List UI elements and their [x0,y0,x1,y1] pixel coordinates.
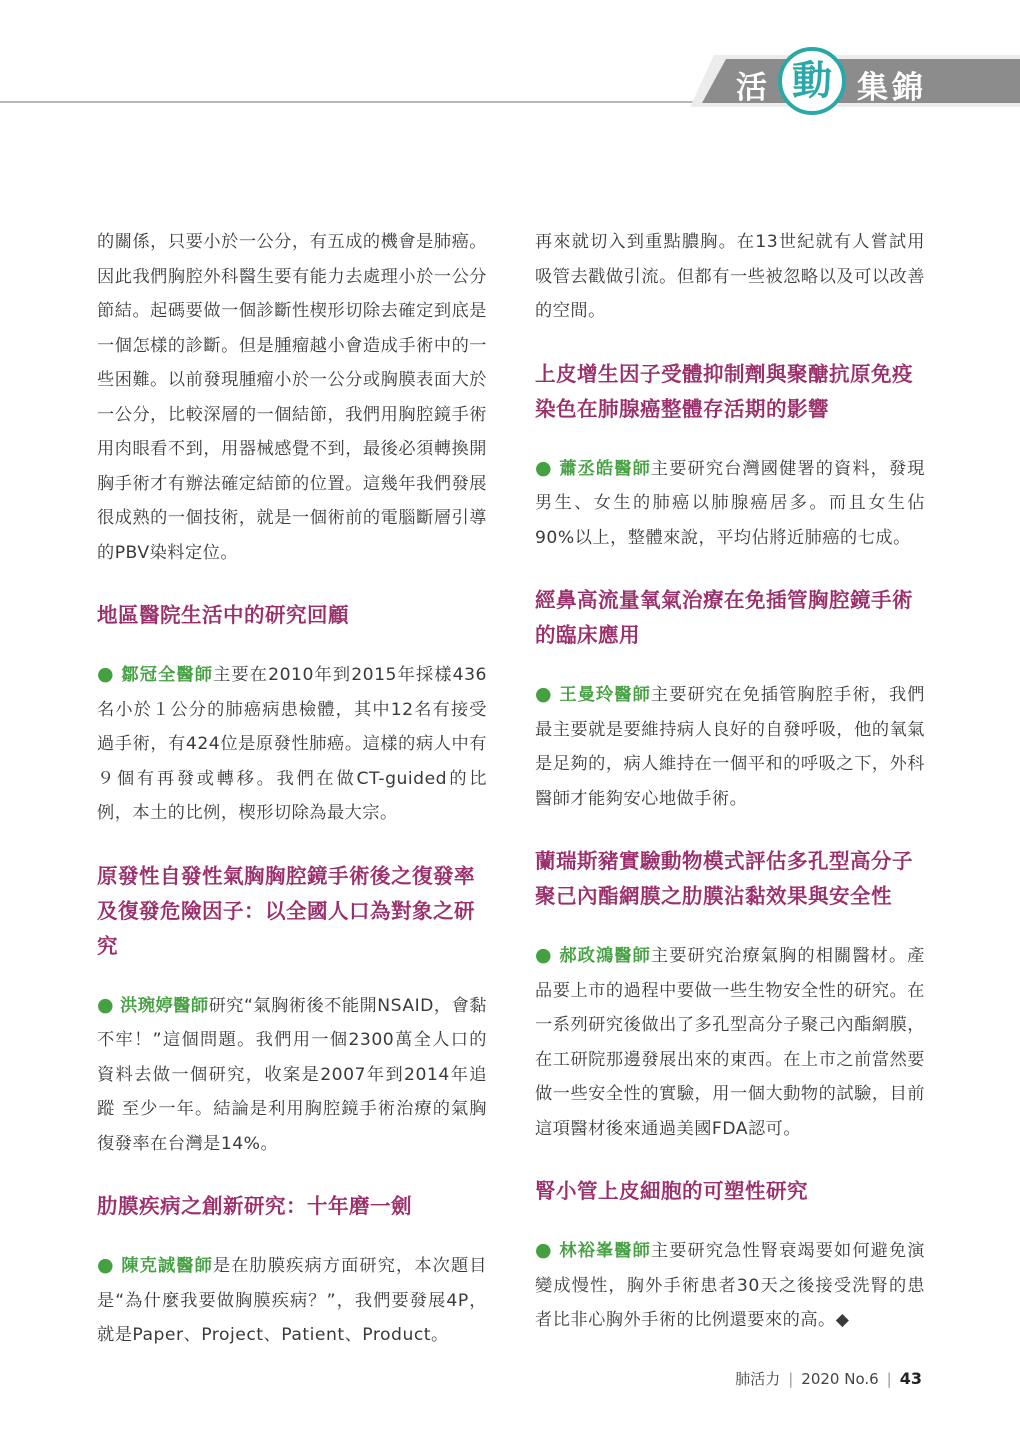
paragraph-text: 研究“氣胸術後不能開NSAID，會黏不牢！”這個問題。我們用一個2300萬全人口的資料去做一個研究，收案是2007年到2014年追蹤 至少一年。結論是利用胸腔鏡手術治療的氣胸復發率在台灣是14%。 [97,995,487,1154]
paragraph [535,451,925,556]
paragraph [97,1248,487,1353]
bullet-dot: ● [535,683,553,705]
section-heading: 經鼻高流量氧氣治療在免插管胸腔鏡手術的臨床應用 [535,588,913,647]
bullet-dot: ● [535,1239,553,1261]
paragraph [97,988,487,1162]
doctor-name: 郝政鴻醫師 [559,946,651,966]
paragraph-text: 主要研究急性腎衰竭要如何避免演變成慢性，胸外手術患者30天之後接受洗腎的患者比非心胸外手術的比例還要來的高。◆ [535,1241,925,1330]
section-heading: 蘭瑞斯豬實驗動物模式評估多孔型高分子聚己內酯網膜之肋膜沾黏效果與安全性 [535,849,913,908]
section-heading: 上皮增生因子受體抑制劑與聚醣抗原免疫染色在肺腺癌整體存活期的影響 [535,361,913,421]
left-column [97,225,487,1353]
header-char-3: 集錦 [857,70,927,106]
paragraph [535,938,925,1146]
bullet-dot: ● [97,993,115,1016]
footer-separator: | [886,1370,892,1388]
footer-separator: | [788,1370,794,1388]
doctor-name: 洪琬婷醫師 [120,995,209,1016]
section-heading: 原發性自發性氣胸胸腔鏡手術後之復發率及復發危險因子：以全國人口為對象之研究 [97,863,475,958]
header-char-1: 活 [736,70,769,106]
paragraph-text: 主要研究台灣國健署的資料，發現男生、女生的肺癌以肺腺癌居多。而且女生佔90%以上，整體來說，平均佔將近肺癌的七成。 [535,458,925,548]
paragraph-text: 主要在2010年到2015年採樣436名小於１公分的肺癌病患檢體，其中12名有接受過手術，有424位是原發性肺癌。這樣的病人中有９個有再發或轉移。我們在做CT-guided的比例，本土的比例，楔形切除為最大宗。 [97,665,487,823]
paragraph-text: 主要研究治療氣胸的相關醫材。產品要上市的過程中要做一些生物安全性的研究。在一系列研究後做出了多孔型高分子聚己內酯網膜，在工研院那邊發展出來的東西。在上市之前當然要做一些安全性的實驗，用一個大動物的試驗，目前這項醫材後來通過美國FDA認可。 [535,946,925,1139]
right-column [535,225,925,1338]
bullet-dot: ● [97,1254,115,1276]
paragraph [535,677,925,816]
paragraph [97,657,487,831]
magazine-name: 肺活力 [735,1370,781,1388]
paragraph [535,1233,925,1338]
issue-label: 2020 No.6 [801,1370,879,1388]
doctor-name: 陳克誠醫師 [121,1256,213,1276]
bullet-dot: ● [97,663,115,685]
paragraph-text: 是在肋膜疾病方面研究，本次題目是“為什麼我要做胸膜疾病？”，我們要發展4P，就是Paper、Project、Patient、Product。 [97,1256,487,1345]
doctor-name: 鄒冠全醫師 [121,665,214,685]
header-rule [0,101,700,103]
paragraph: 的關係，只要小於一公分，有五成的機會是肺癌。因此我們胸腔外科醫生要有能力去處理小於一公分節結。起碼要做一個診斷性楔形切除去確定到底是一個怎樣的診斷。但是腫瘤越小會造成手術中的一些困難。以前發現腫瘤小於一公分或胸膜表面大於一公分，比較深層的一個結節，我們用胸腔鏡手術用肉眼看不到，用器械感覺不到，最後必須轉換開胸手術才有辦法確定結節的位置。這幾年我們發展很成熟的一個技術，就是一個術前的電腦斷層引導的PBV染料定位。 [97,232,487,563]
paragraph: 再來就切入到重點膿胸。在13世紀就有人嘗試用吸管去戳做引流。但都有一些被忽略以及可以改善的空間。 [535,232,925,321]
section-heading: 地區醫院生活中的研究回顧 [97,603,349,627]
paragraph-text: 主要研究在免插管胸腔手術，我們最主要就是要維持病人良好的自發呼吸，他的氧氣是足夠的，病人維持在一個平和的呼吸之下，外科醫師才能夠安心地做手術。 [535,685,925,809]
doctor-name: 林裕峯醫師 [559,1241,651,1261]
page-number: 43 [899,1369,922,1388]
section-heading: 腎小管上皮細胞的可塑性研究 [535,1179,808,1203]
section-heading: 肋膜疾病之創新研究：十年磨一劍 [97,1194,412,1218]
bullet-dot: ● [535,456,553,479]
bullet-dot: ● [535,944,553,966]
doctor-name: 蕭丞皓醫師 [559,458,651,479]
page-footer [735,1368,922,1389]
doctor-name: 王曼玲醫師 [559,685,651,705]
header-char-2: 動 [792,58,832,104]
